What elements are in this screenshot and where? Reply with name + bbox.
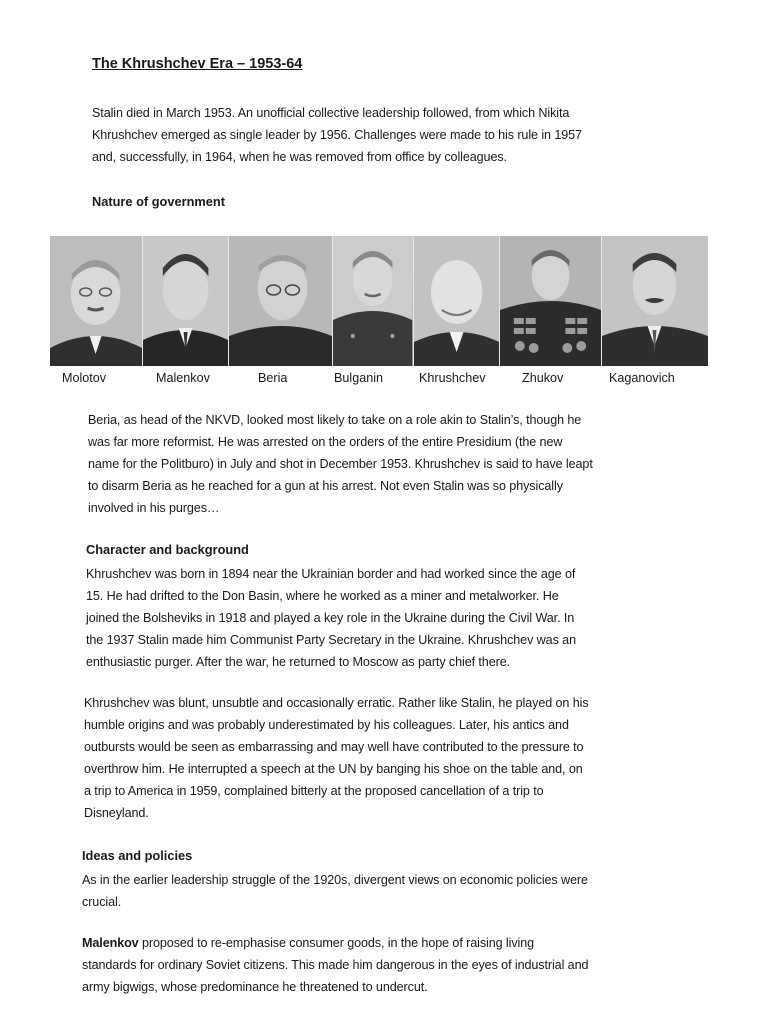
intro-paragraph [92,102,692,168]
ideas-line: crucial. [82,895,122,909]
portrait-photo-icon [500,236,601,366]
malenkov-lead: Malenkov [82,936,139,950]
character-line: the 1937 Stalin made him Communist Party Secretary in the Ukraine. Khrushchev was an [86,633,576,647]
caption-molotov: Molotov [62,371,107,385]
portrait-photo-icon [50,236,142,366]
caption-beria: Beria [258,371,288,385]
intro-line: Stalin died in March 1953. An unofficial collective leadership followed, from which Nikita [92,106,570,120]
portrait-strip [50,236,708,366]
portrait-malenkov [143,236,229,366]
portrait-molotov [50,236,143,366]
character-line: Khrushchev was born in 1894 near the Ukrainian border and had worked since the age of [86,567,576,581]
portrait-photo-icon [602,236,708,366]
document-title: The Khrushchev Era – 1953-64 [92,56,303,72]
blunt-paragraph [84,692,704,824]
portrait-kaganovich [602,236,708,366]
blunt-line: Disneyland. [84,806,149,820]
blunt-line: outbursts would be seen as embarrassing and may well have contributed to the pressure to [84,740,584,754]
portrait-photo-icon [414,236,499,366]
heading-character-and-background: Character and background [86,542,249,557]
portrait-photo-icon [333,236,412,366]
intro-line: and, successfully, in 1964, when he was removed from office by colleagues. [92,150,507,164]
intro-line: Khrushchev emerged as single leader by 1956. Challenges were made to his rule in 1957 [92,128,582,142]
malenkov-line: army bigwigs, whose predominance he threatened to undercut. [82,980,428,994]
beria-line: Beria, as head of the NKVD, looked most likely to take on a role akin to Stalin’s, though he [88,413,582,427]
portrait-beria [229,236,333,366]
beria-paragraph [88,409,708,519]
character-line: enthusiastic purger. After the war, he returned to Moscow as party chief there. [86,655,511,669]
heading-nature-of-government: Nature of government [92,194,225,209]
malenkov-paragraph [82,932,702,998]
malenkov-line: proposed to re-emphasise consumer goods, in the hope of raising living [138,936,535,950]
ideas-line: As in the earlier leadership struggle of the 1920s, divergent views on economic policies were [82,873,588,887]
heading-ideas-and-policies: Ideas and policies [82,848,193,863]
beria-line: involved in his purges… [88,501,220,515]
caption-kaganovich: Kaganovich [609,371,675,385]
portrait-zhukov [500,236,602,366]
character-line: 15. He had drifted to the Don Basin, where he worked as a miner and metalworker. He [86,589,559,603]
blunt-line: a trip to America in 1959, complained bitterly at the proposed cancellation of a trip to [84,784,544,798]
malenkov-line: standards for ordinary Soviet citizens. This made him dangerous in the eyes of industrial and [82,958,589,972]
blunt-line: Khrushchev was blunt, unsubtle and occasionally erratic. Rather like Stalin, he played on his [84,696,589,710]
portrait-khrushchev [414,236,500,366]
beria-line: name for the Politburo) in July and shot in December 1953. Khrushchev is said to have leapt [88,457,593,471]
portrait-bulganin [333,236,413,366]
portrait-captions [50,369,730,389]
portrait-photo-icon [229,236,332,366]
caption-zhukov: Zhukov [522,371,564,385]
caption-khrushchev: Khrushchev [419,371,486,385]
caption-malenkov: Malenkov [156,371,210,385]
caption-bulganin: Bulganin [334,371,384,385]
beria-line: to disarm Beria as he reached for a gun at his arrest. Not even Stalin was so physically [88,479,563,493]
portrait-photo-icon [143,236,228,366]
ideas-paragraph [82,869,702,913]
blunt-line: overthrow him. He interrupted a speech at the UN by banging his shoe on the table and, on [84,762,583,776]
character-paragraph [86,563,706,673]
blunt-line: humble origins and was probably underestimated by his colleagues. Later, his antics and [84,718,569,732]
character-line: joined the Bolsheviks in 1918 and played a key role in the Ukraine during the Civil War. In [86,611,575,625]
beria-line: was far more reformist. He was arrested on the orders of the entire Presidium (the new [88,435,563,449]
